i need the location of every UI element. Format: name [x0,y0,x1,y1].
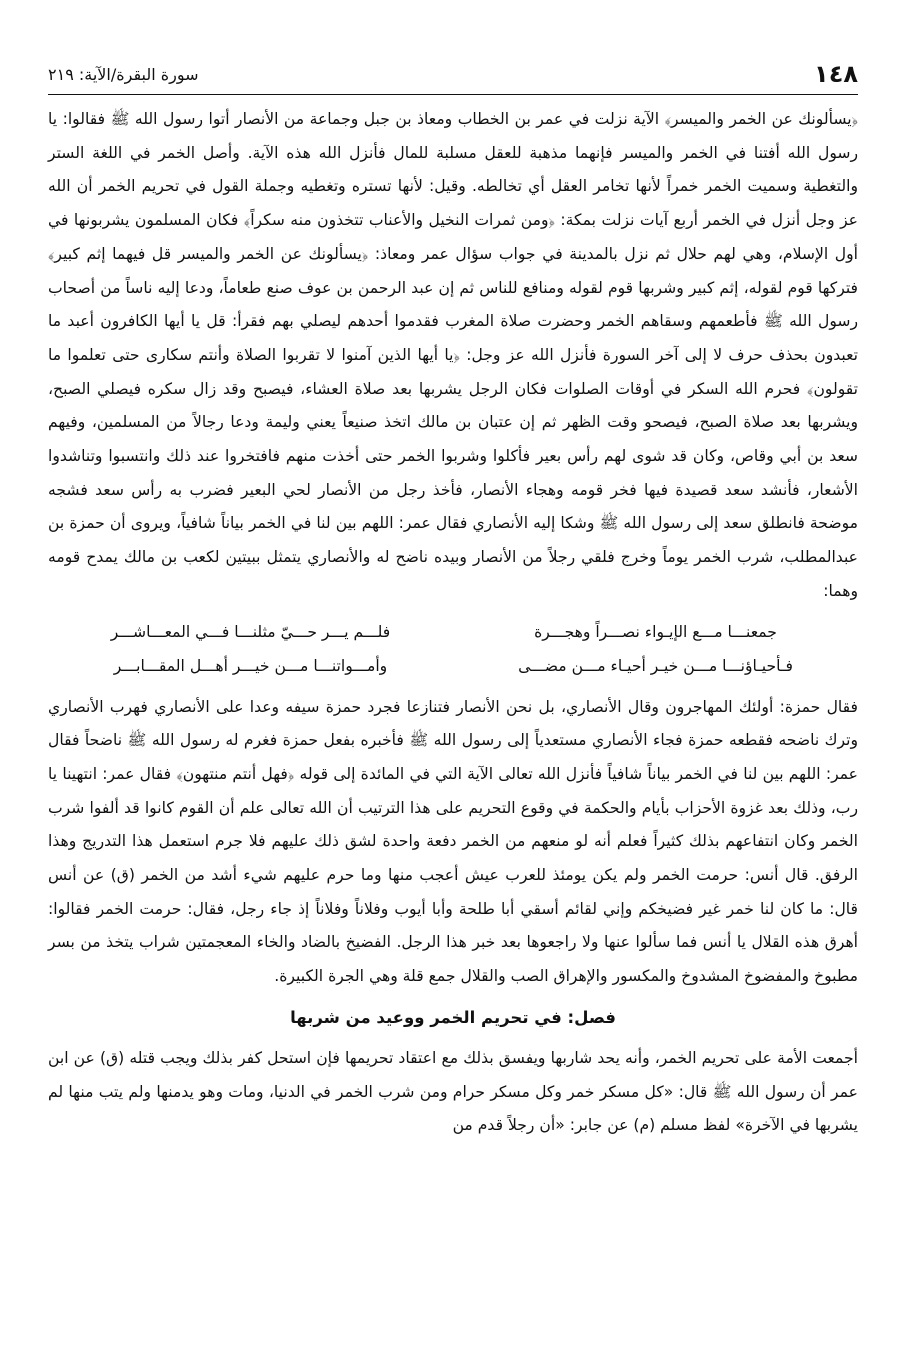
poem-line1-first-hemistich: جمعنـــا مـــع الإيـواء نصـــراً وهجـــرة [534,622,777,641]
body-text [48,103,858,1143]
poem-line2-second-hemistich: وأمـــواتنـــا مـــن خيـــر أهـــل المقـــابـــر [113,656,388,675]
poem-verses [48,609,858,691]
poem-line2-first-hemistich: فـأحيـاؤنـــا مـــن خيـر أحيـاء مـــن مضـــى [518,656,793,675]
page-header [48,54,858,95]
paragraph-verse-commentary: ﴿يسألونك عن الخمر والميسر﴾ الآية نزلت في عمر بن الخطاب ومعاذ بن جبل وجماعة من الأنصار أتوا رسول الله ﷺ فقالوا: يا رسول الله أفتنا في الخمر والميسر فإنهما مذهبة للعقل مسلبة للمال فأنزل الله هذه الآية. وأصل الخمر في اللغة الستر والتغطية وسميت الخمر خمراً لأنها تخامر العقل أي تخالطه. وقيل: لأنها تستره وتغطيه وجملة القول في تحريم الخمر أن الله عز وجل أنزل في الخمر أربع آيات نزلت بمكة: ﴿ومن ثمرات النخيل والأعناب تتخذون منه سكراً﴾ فكان المسلمون يشربونها في أول الإسلام، وهي لهم حلال ثم نزل بالمدينة في جواب سؤال عمر ومعاذ: ﴿يسألونك عن الخمر والميسر قل فيهما إثم كبير﴾ فتركها قوم لقوله، إثم كبير وشربها قوم لقوله ومنافع للناس ثم إن عبد الرحمن بن عوف صنع طعاماً، ودعا إليه ناساً من أصحاب رسول الله ﷺ فأطعمهم وسقاهم الخمر وحضرت صلاة المغرب فقدموا أحدهم ليصلي بهم فقرأ: قل يا أيها الكافرون أعبد ما تعبدون بحذف حرف لا إلى آخر السورة فأنزل الله عز وجل: ﴿يا أيها الذين آمنوا لا تقربوا الصلاة وأنتم سكارى حتى تعلموا ما تقولون﴾ فحرم الله السكر في أوقات الصلوات فكان الرجل يشربها بعد صلاة العشاء، فيصبح وقد زال سكره فيصلي الصبح، ويشربها بعد صلاة الصبح، فيصحو وقت الظهر ثم إن عتبان بن مالك اتخذ صنيعاً يعني وليمة ودعا رجالاً من المسلمين، وفيهم سعد بن أبي وقاص، وكان قد شوى لهم رأس بعير فأكلوا وشربوا الخمر حتى أخذت منهم فافتخروا عند ذلك وانتسبوا وتناشدوا الأشعار، فأنشد سعد قصيدة فيها فخر قومه وهجاء الأنصار، فأخذ رجل من الأنصار لحي البعير فضرب به رأس سعد فشجه موضحة فانطلق سعد إلى رسول الله ﷺ وشكا إليه الأنصاري فقال عمر: اللهم بين لنا في الخمر بياناً شافياً، ويروى أن حمزة بن عبدالمطلب، شرب الخمر يوماً وخرج فلقي رجلاً من الأنصار وبيده ناضح له والأنصاري يتمثل ببيتين لكعب بن مالك يمدح قومه وهما: [48,110,858,600]
section-title: فصل: في تحريم الخمر ووعيد من شربها [290,1007,616,1027]
paragraph-hamza-story: فقال حمزة: أولئك المهاجرون وقال الأنصاري، بل نحن الأنصار فتنازعا فجرد حمزة سيفه وعدا على الأنصاري فهرب الأنصاري وترك ناضحه فقطعه حمزة فجاء الأنصاري مستعدياً إلى رسول الله ﷺ فأخبره بفعل حمزة فغرم له رسول الله ﷺ ناضحاً فقال عمر: اللهم بين لنا في الخمر بياناً شافياً فأنزل الله تعالى الآية التي في المائدة إلى قوله ﴿فهل أنتم منتهون﴾ فقال عمر: انتهينا يا رب، وذلك بعد غزوة الأحزاب بأيام والحكمة في وقوع التحريم على هذا الترتيب أن الله تعالى علم أن القوم كانوا قد ألفوا شرب الخمر وكان انتفاعهم بذلك كثيراً فعلم أنه لو منعهم من الخمر دفعة واحدة لشق ذلك عليهم فلا جرم استعمل هذا التدريج وهذا الرفق. قال أنس: حرمت الخمر ولم يكن يومئذ للعرب عيش أعجب منها وما حرم عليهم شيء أشد من الخمر (ق) عن أنس قال: ما كان لنا خمر غير فضيخكم وإني لقائم أسقي أبا طلحة وأبا أيوب وفلاناً وفلاناً إذ جاء رجل، فقال: حرمت الخمر فقالوا: أهرق هذه القلال يا أنس فما سألوا عنها ولا راجعوها بعد خبر هذا الرجل. الفضيخ بالضاد والخاء المعجمتين شراب يتخذ من بسر مطبوخ والمفضوخ المشدوخ والمكسور والإهراق الصب والقلال جمع قلة وهي الجرة الكبيرة. [48,697,858,986]
poem-line1-second-hemistich: فلـــم يـــر حـــيّ مثلنـــا فـــي المعـــاشـــر [110,622,391,641]
book-page [48,54,858,1371]
running-title: سورة البقرة/الآية: ٢١٩ [48,64,199,84]
page-number: ١٤٨ [814,60,858,88]
paragraph-prohibition: أجمعت الأمة على تحريم الخمر، وأنه يحد شاربها ويفسق بذلك مع اعتقاد تحريمها فإن استحل كفر بذلك ويجب قتله (ق) عن ابن عمر أن رسول الله ﷺ قال: «كل مسكر خمر وكل مسكر حرام ومن شرب الخمر في الدنيا، ومات وهو يدمنها ولم يتب منها لم يشربها في الآخرة» لفظ مسلم (م) عن جابر: «أن رجلاً قدم من [48,1048,858,1135]
